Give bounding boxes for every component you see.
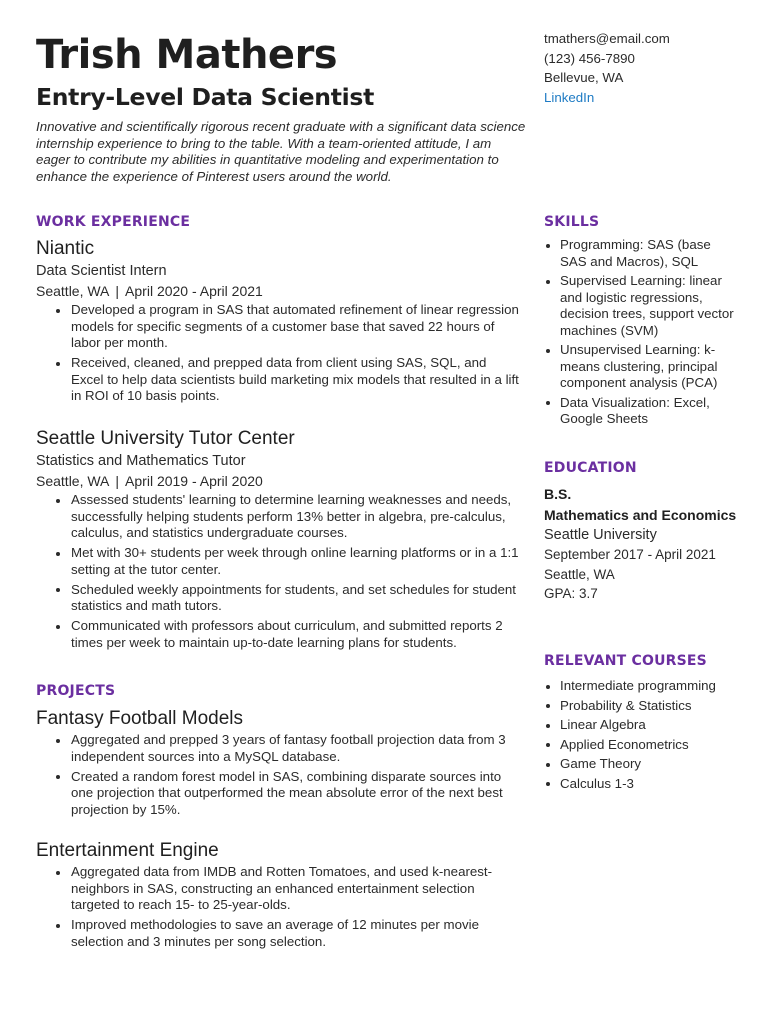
project-bullets <box>36 864 521 950</box>
course-item: Intermediate programming <box>560 678 740 695</box>
meta-separator: | <box>115 283 120 299</box>
candidate-role: Entry-Level Data Scientist <box>36 83 375 111</box>
course-item: Linear Algebra <box>560 717 740 734</box>
bullet-item: Aggregated and prepped 3 years of fantasy football projection data from 3 independent sources into a MySQL database. <box>71 732 521 765</box>
project-bullets <box>36 732 521 818</box>
job-org: Niantic <box>36 238 95 259</box>
education-dates: September 2017 - April 2021 <box>544 547 716 562</box>
meta-separator: | <box>115 473 120 489</box>
skill-item: Unsupervised Learning: k-means clustering, principal component analysis (PCA) <box>560 342 740 392</box>
job-meta <box>36 471 521 491</box>
projects-heading: PROJECTS <box>36 683 116 699</box>
job-title: Statistics and Mathematics Tutor <box>36 453 246 469</box>
bullet-item: Communicated with professors about curriculum, and submitted reports 2 times per week to maintain up-to-date learning plans for students. <box>71 618 521 651</box>
bullet-item: Created a random forest model in SAS, combining disparate sources into one projection that outperformed the mean absolute error of the next best projection by 15%. <box>71 769 521 819</box>
job-entry <box>36 427 521 655</box>
skill-item: Programming: SAS (base SAS and Macros), SQL <box>560 237 740 270</box>
project-entry <box>36 839 521 954</box>
course-item: Game Theory <box>560 756 740 773</box>
education-location: Seattle, WA <box>544 566 615 582</box>
job-org: Seattle University Tutor Center <box>36 428 295 449</box>
course-item: Calculus 1-3 <box>560 776 740 793</box>
bullet-item: Scheduled weekly appointments for students, and set schedules for student statistics and math tutors. <box>71 582 521 615</box>
job-entry <box>36 237 521 408</box>
contact-block <box>544 29 670 107</box>
bullet-item: Received, cleaned, and prepped data from client using SAS, SQL, and Excel to help data scientists build marketing mix models that resulted in a lift in ROI of 10 basis points. <box>71 355 521 405</box>
linkedin-link[interactable]: LinkedIn <box>544 89 595 105</box>
job-dates: April 2019 - April 2020 <box>125 473 263 489</box>
courses-heading: RELEVANT COURSES <box>544 653 707 669</box>
skill-item: Supervised Learning: linear and logistic regressions, decision trees, support vector machines (SVM) <box>560 273 740 339</box>
job-location: Seattle, WA <box>36 283 110 299</box>
education-block <box>544 484 740 604</box>
work-experience-heading: WORK EXPERIENCE <box>36 214 191 230</box>
contact-phone: (123) 456-7890 <box>544 50 635 66</box>
skills-heading: SKILLS <box>544 214 600 230</box>
bullet-item: Developed a program in SAS that automated refinement of linear regression models for specific segments of a customer base that saved 22 hours of labor per month. <box>71 302 521 352</box>
candidate-name: Trish Mathers <box>36 32 338 78</box>
job-dates: April 2020 - April 2021 <box>125 283 263 299</box>
project-name: Entertainment Engine <box>36 840 219 861</box>
education-school: Seattle University <box>544 527 657 543</box>
project-name: Fantasy Football Models <box>36 708 243 729</box>
contact-email[interactable]: tmathers@email.com <box>544 31 670 46</box>
contact-location: Bellevue, WA <box>544 70 624 85</box>
education-gpa: GPA: 3.7 <box>544 586 598 601</box>
course-item: Probability & Statistics <box>560 698 740 715</box>
skill-item: Data Visualization: Excel, Google Sheets <box>560 395 740 428</box>
courses-list <box>544 678 740 792</box>
job-title: Data Scientist Intern <box>36 263 167 279</box>
bullet-item: Improved methodologies to save an average of 12 minutes per movie selection and 3 minutes per song selection. <box>71 917 521 950</box>
job-meta <box>36 281 521 301</box>
job-bullets <box>36 302 521 405</box>
job-location: Seattle, WA <box>36 473 110 489</box>
project-entry <box>36 707 521 822</box>
skills-list <box>544 237 740 428</box>
bullet-item: Aggregated data from IMDB and Rotten Tomatoes, and used k-nearest-neighbors in SAS, constructing an enhanced entertainment selection targeted to reach 15- to 25-year-olds. <box>71 864 521 914</box>
courses-block <box>544 678 740 795</box>
education-degree: B.S. <box>544 486 572 502</box>
bullet-item: Met with 30+ students per week through online learning platforms or in a 1:1 setting at the tutor center. <box>71 545 521 578</box>
bullet-item: Assessed students' learning to determine learning weaknesses and needs, successfully helping students perform 13% better in algebra, pre-calculus, calculus, and statistics undergraduate courses. <box>71 492 521 542</box>
skills-block <box>544 237 740 431</box>
education-heading: EDUCATION <box>544 460 637 476</box>
summary: Innovative and scientifically rigorous recent graduate with a significant data science internship experience to bring to the table. With a team-oriented attitude, I am eager to contribute my abilities in quantitative modeling and experimentation to enhance the experience of Pinterest users around the world. <box>36 119 526 184</box>
education-field: Mathematics and Economics <box>544 507 737 523</box>
job-bullets <box>36 492 521 651</box>
course-item: Applied Econometrics <box>560 737 740 754</box>
